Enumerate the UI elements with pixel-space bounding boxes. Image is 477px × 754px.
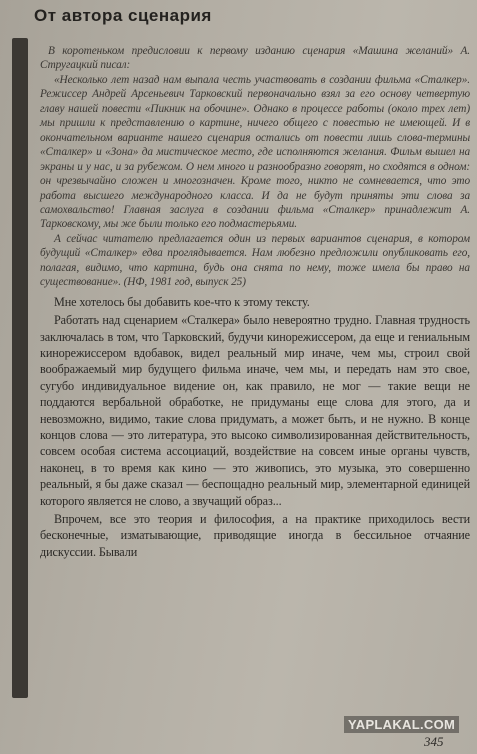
preface-paragraph: «Несколько лет назад нам выпала честь участвовать в создании фильма «Сталкер». Режиссер Андрей Арсеньевич Тарковский первоначально взял за его основу четвертую главу нашей повести «Пикник на обочине». Однако в процессе работы (около трех лет) мы пришли к представлению о картине, ничего общего с повестью не имеющей. И в окончательном варианте нашего сценария остались от повести лишь слова-термины «Сталкер» и «Зона» да мистическое место, где исполняются желания. Фильм вышел на экраны и у нас, и за рубежом. О нем много и разнообразно говорят, но сходятся в одном: он чрезвычайно сложен и многозначен. Кроме того, никто не сомневается, что это работа высшего международного класса. И да не будут приняты эти слова за самохвальство! Главная заслуга в создании фильма «Сталкер» принадлежит А. Тарковскому, мы же были только его подмастерьями. <box>40 73 470 231</box>
body-paragraph: Впрочем, все это теория и философия, а на практике приходилось вести бесконечные, изматывающие, приводящие иногда в бессильное отчаяние дискуссии. Бывали <box>40 511 470 559</box>
margin-bar <box>12 38 28 698</box>
preface-block <box>40 44 470 290</box>
text-column <box>40 44 470 560</box>
body-paragraph: Работать над сценарием «Сталкера» было невероятно трудно. Главная трудность заключалась в том, что Тарковский, будучи кинорежиссером, да еще и гениальным кинорежиссером вдобавок, видел реальный мир иначе, чем мы, строил свой воображаемый мир будущего фильма иначе, чем мы, и передать нам это свое, сугубо индивидуальное видение он, как правило, не мог — такие вещи не поддаются вербальной обработке, не придуманы еще слова для этого, да и невозможно, видимо, такие слова придумать, а может быть, и не нужно. В конце концов слова — это литература, это высоко символизированная действительность, совсем особая система ассоциаций, воздействие на совсем иные органы чувств, наконец, в то время как кино — это живопись, это музыка, это совершенно реальный, я бы даже сказал — беспощадно реальный мир, элементарной единицей которого является не слово, а звучащий образ... <box>40 313 470 508</box>
body-paragraph: Мне хотелось бы добавить кое-что к этому тексту. <box>54 294 310 309</box>
preface-paragraph: В коротеньком предисловии к первому изданию сценария «Машина желаний» А. Стругацкий писал: <box>40 45 470 72</box>
page-number: 345 <box>424 734 444 749</box>
body-text <box>40 294 470 561</box>
page-heading: От автора сценария <box>34 6 212 25</box>
preface-paragraph: А сейчас читателю предлагается один из первых вариантов сценария, в котором будущий «Сталкер» едва проглядывается. Нам любезно предложили опубликовать его, полагая, видимо, что картина, будь она снята по нему, тоже имела бы право на существование». (НФ, 1981 год, выпуск 25) <box>40 232 470 289</box>
site-watermark: YAPLAKAL.COM <box>344 716 459 733</box>
